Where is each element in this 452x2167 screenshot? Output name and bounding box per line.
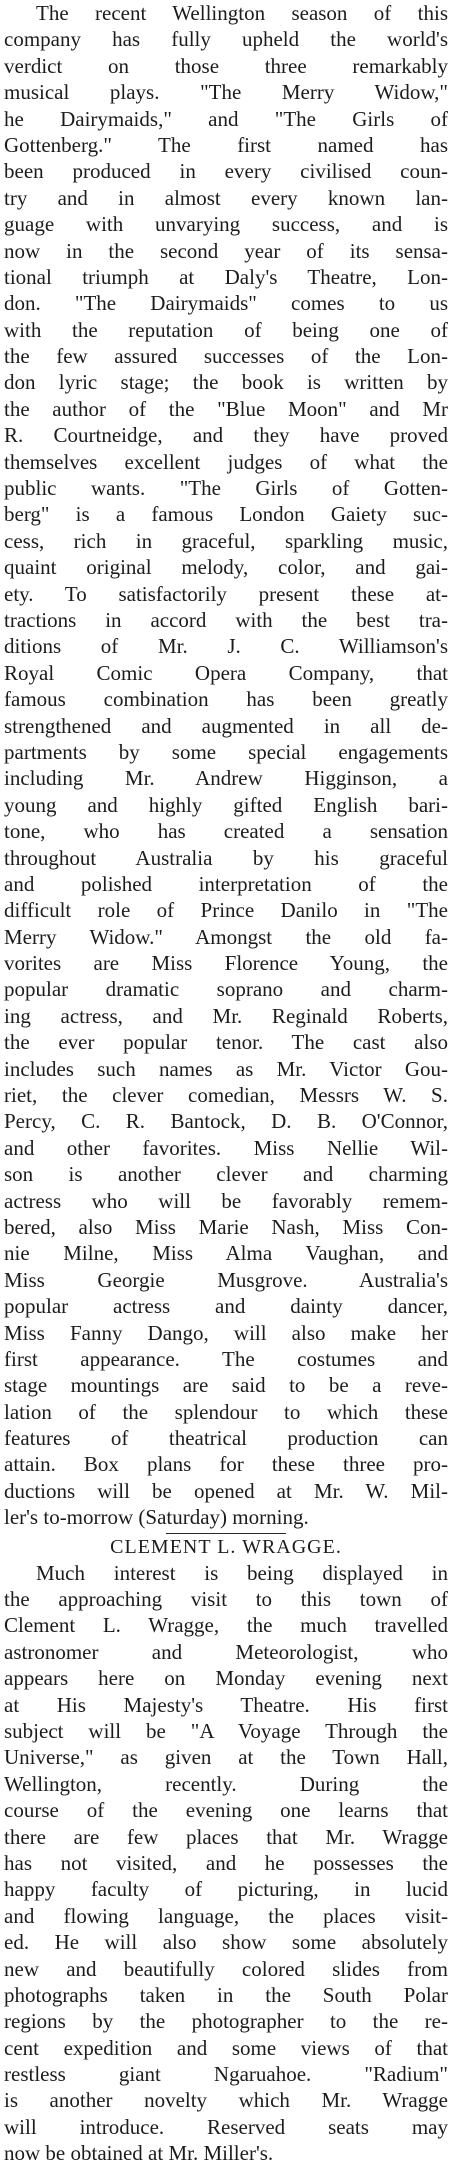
- text-line: regions by the photographer to the re-: [4, 2009, 448, 2034]
- text-line: and other favorites. Miss Nellie Wil-: [4, 1135, 448, 1160]
- text-line: course of the evening one learns that: [4, 1798, 448, 1823]
- text-line: strengthened and augmented in all de-: [4, 713, 448, 738]
- text-line: now be obtained at Mr. Miller's.: [4, 2141, 274, 2166]
- text-line: happy faculty of picturing, in lucid: [4, 1877, 448, 1902]
- text-line: astronomer and Meteorologist, who: [4, 1639, 448, 1664]
- text-line: popular actress and dainty dancer,: [4, 1294, 448, 1319]
- text-line: riet, the clever comedian, Messrs W. S.: [4, 1083, 448, 1108]
- text-line: The recent Wellington season of this: [36, 1, 448, 25]
- text-line: photographs taken in the South Polar: [4, 1982, 448, 2007]
- text-line: ductions will be opened at Mr. W. Mil-: [4, 1478, 448, 1503]
- text-line: Merry Widow." Amongst the old fa-: [4, 924, 448, 949]
- article-clement-wragge: [4, 1560, 448, 2167]
- text-line: the ever popular tenor. The cast also: [4, 1030, 448, 1055]
- text-line: ed. He will also show some absolutely: [4, 1930, 448, 1955]
- text-line: cent expedition and some views of that: [4, 2035, 448, 2060]
- text-line: tractions in accord with the best tra-: [4, 607, 448, 632]
- text-line: he Dairymaids," and "The Girls of: [4, 106, 448, 131]
- text-line: been produced in every civilised coun-: [4, 159, 448, 184]
- text-line: Much interest is being displayed in: [36, 1560, 448, 1585]
- text-line: cess, rich in graceful, sparkling music,: [4, 528, 448, 553]
- text-line: nie Milne, Miss Alma Vaughan, and: [4, 1241, 448, 1266]
- text-line: musical plays. "The Merry Widow,": [4, 80, 448, 105]
- text-line: with the reputation of being one of: [4, 317, 448, 342]
- text-line: restless giant Ngaruahoe. "Radium": [4, 2062, 448, 2087]
- text-line: features of theatrical production can: [4, 1426, 448, 1451]
- text-line: Universe," as given at the Town Hall,: [4, 1745, 448, 1770]
- text-line: ety. To satisfactorily present these at-: [4, 581, 448, 606]
- text-line: Miss Georgie Musgrove. Australia's: [4, 1267, 448, 1292]
- text-line: the approaching visit to this town of: [4, 1587, 448, 1612]
- text-line: ler's to-morrow (Saturday) morning.: [4, 1505, 309, 1530]
- text-line: themselves excellent judges of what the: [4, 449, 448, 474]
- text-line: Miss Fanny Dango, will also make her: [4, 1320, 448, 1345]
- text-line: try and in almost every known lan-: [4, 185, 448, 210]
- text-line: stage mountings are said to be a reve-: [4, 1373, 448, 1398]
- text-line: son is another clever and charming: [4, 1162, 448, 1187]
- text-line: and polished interpretation of the: [4, 871, 448, 896]
- text-line: first appearance. The costumes and: [4, 1346, 448, 1371]
- text-line: don lyric stage; the book is written by: [4, 370, 448, 395]
- text-line: is another novelty which Mr. Wragge: [4, 2088, 448, 2113]
- text-line: guage with unvarying success, and is: [4, 212, 448, 237]
- text-line: popular dramatic soprano and charm-: [4, 977, 448, 1002]
- text-line: tional triumph at Daly's Theatre, Lon-: [4, 264, 448, 289]
- text-line: Wellington, recently. During the: [4, 1771, 448, 1796]
- text-line: tone, who has created a sensation: [4, 819, 448, 844]
- text-line: Clement L. Wragge, the much travelled: [4, 1613, 448, 1638]
- text-line: bered, also Miss Marie Nash, Miss Con-: [4, 1214, 448, 1239]
- text-line: new and beautifully colored slides from: [4, 1956, 448, 1981]
- article-theatre-season: [4, 0, 448, 1531]
- text-line: the few assured successes of the Lon-: [4, 344, 448, 369]
- text-line: vorites are Miss Florence Young, the: [4, 951, 448, 976]
- text-line: Royal Comic Opera Company, that: [4, 660, 448, 685]
- text-line: ing actress, and Mr. Reginald Roberts,: [4, 1003, 448, 1028]
- text-line: now in the second year of its sensa-: [4, 238, 448, 263]
- text-line: and flowing language, the places visit-: [4, 1903, 448, 1928]
- text-line: the author of the "Blue Moon" and Mr: [4, 396, 448, 421]
- text-line: includes such names as Mr. Victor Gou-: [4, 1056, 448, 1081]
- text-line: don. "The Dairymaids" comes to us: [4, 291, 448, 316]
- text-line: berg" is a famous London Gaiety suc-: [4, 502, 448, 527]
- text-line: quaint original melody, color, and gai-: [4, 555, 448, 580]
- text-line: young and highly gifted English bari-: [4, 792, 448, 817]
- text-line: Gottenberg." The first named has: [4, 132, 448, 157]
- text-line: verdict on those three remarkably: [4, 53, 448, 78]
- text-line: company has fully upheld the world's: [4, 27, 448, 52]
- text-line: partments by some special engagements: [4, 739, 448, 764]
- text-line: appears here on Monday evening next: [4, 1666, 448, 1691]
- text-line: throughout Australia by his graceful: [4, 845, 448, 870]
- newspaper-column: [4, 0, 448, 2167]
- text-line: there are few places that Mr. Wragge: [4, 1824, 448, 1849]
- text-line: at His Majesty's Theatre. His first: [4, 1692, 448, 1717]
- text-line: attain. Box plans for these three pro-: [4, 1452, 448, 1477]
- text-line: R. Courtneidge, and they have proved: [4, 423, 448, 448]
- text-line: difficult role of Prince Danilo in "The: [4, 898, 448, 923]
- text-line: public wants. "The Girls of Gotten-: [4, 476, 448, 501]
- text-line: actress who will be favorably remem-: [4, 1188, 448, 1213]
- text-line: subject will be "A Voyage Through the: [4, 1719, 448, 1743]
- article-heading: CLEMENT L. WRAGGE.: [110, 1535, 342, 1558]
- text-line: including Mr. Andrew Higginson, a: [4, 766, 448, 791]
- text-line: has not visited, and he possesses the: [4, 1850, 448, 1875]
- text-line: lation of the splendour to which these: [4, 1399, 448, 1424]
- text-line: famous combination has been greatly: [4, 687, 448, 712]
- text-line: ditions of Mr. J. C. Williamson's: [4, 634, 448, 659]
- text-line: will introduce. Reserved seats may: [4, 2114, 448, 2139]
- text-line: Percy, C. R. Bantock, D. B. O'Connor,: [4, 1109, 448, 1134]
